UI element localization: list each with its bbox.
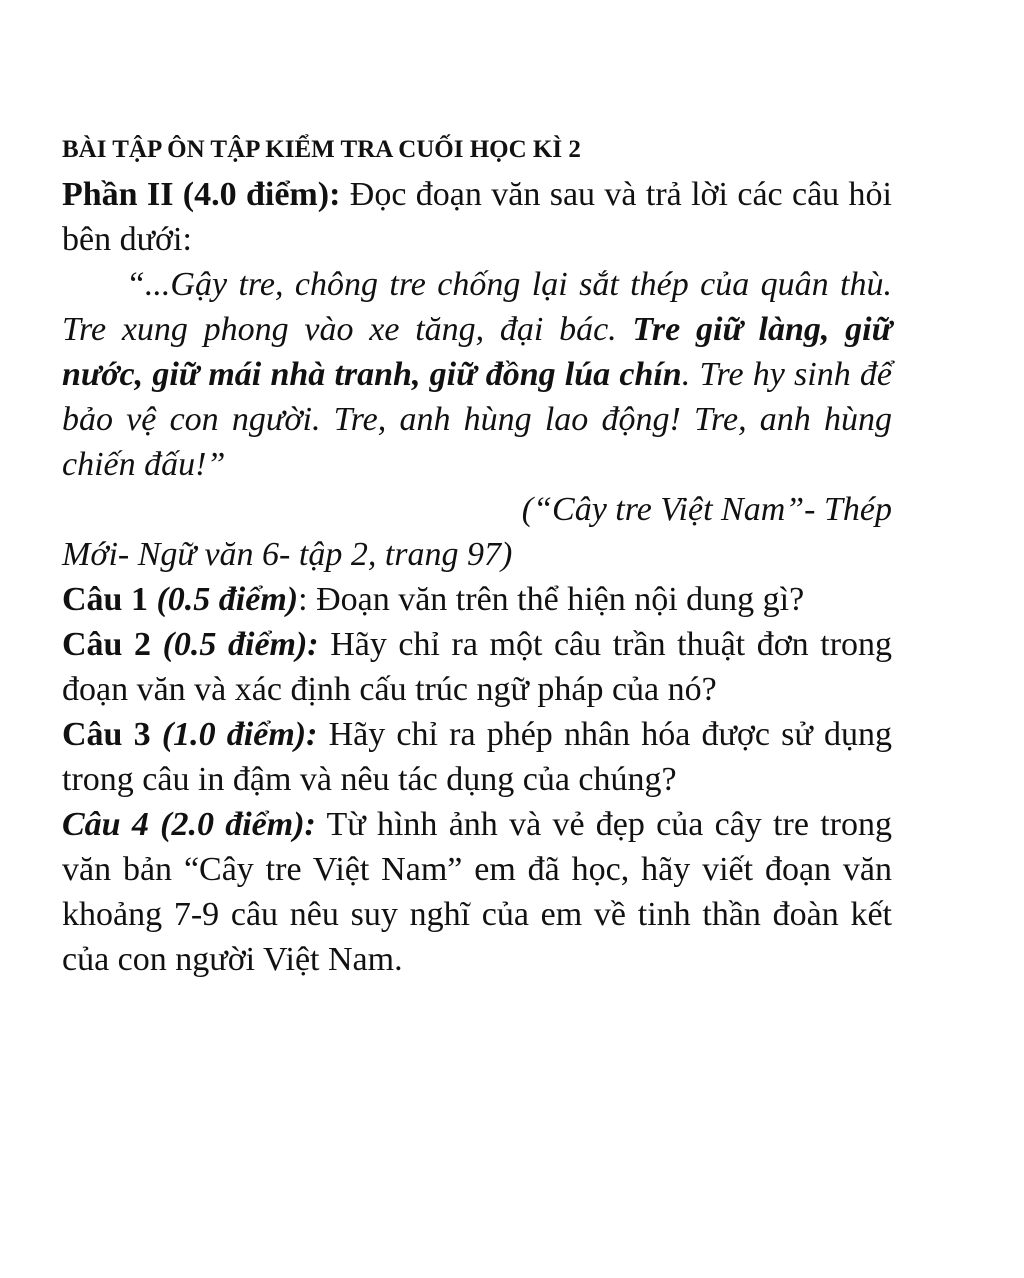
passage-bold-sentence: Tre giữ làng, giữ nước, giữ mái nhà tranh, giữ đồng lúa chín xyxy=(62,311,892,393)
part-instruction: Đọc đoạn văn sau và trả lời các câu hỏi bên dưới: xyxy=(62,176,892,258)
citation-line-2: Mới- Ngữ văn 6- tập 2, trang 97) xyxy=(62,536,513,573)
question-1-text: Đoạn văn trên thể hiện nội dung gì? xyxy=(307,581,805,618)
passage-text-after: . Tre hy sinh để bảo vệ con người. Tre, anh hùng lao động! Tre, anh hùng chiến đấu!” xyxy=(62,356,893,483)
document-title: BÀI TẬP ÔN TẬP KIỂM TRA CUỐI HỌC KÌ 2 xyxy=(62,136,581,163)
question-2-text: Hãy chỉ ra một câu trần thuật đơn trong đoạn văn và xác định cấu trúc ngữ pháp của nó? xyxy=(62,626,893,708)
question-2-label: Câu 2 xyxy=(62,626,163,663)
question-1-points: (0.5 điểm) xyxy=(156,581,299,618)
citation-line-1: (“Cây tre Việt Nam”- Thép xyxy=(521,491,892,528)
question-3-label: Câu 3 xyxy=(62,716,162,753)
passage-text-before: “...Gậy tre, chông tre chống lại sắt thép của quân thù. Tre xung phong vào xe tăng, đại bác. xyxy=(62,266,892,348)
part-label: Phần II (4.0 điểm): xyxy=(62,176,341,213)
question-1-label: Câu 1 xyxy=(62,581,157,618)
question-3-text: Hãy chỉ ra phép nhân hóa được sử dụng trong câu in đậm và nêu tác dụng của chúng? xyxy=(62,716,892,798)
part-heading xyxy=(62,172,892,262)
question-4-label: Câu 4 (2.0 điểm): xyxy=(62,806,316,843)
question-1 xyxy=(62,577,892,622)
question-3 xyxy=(62,712,892,802)
reading-passage xyxy=(62,262,892,487)
question-2-points: (0.5 điểm): xyxy=(162,626,319,663)
document-page xyxy=(62,128,892,982)
question-4 xyxy=(62,802,892,982)
question-3-points: (1.0 điểm): xyxy=(161,716,318,753)
question-2 xyxy=(62,622,892,712)
question-1-sep: : xyxy=(298,581,308,618)
question-4-text: Từ hình ảnh và vẻ đẹp của cây tre trong văn bản “Cây tre Việt Nam” em đã học, hãy viết đoạn văn khoảng 7-9 câu nêu suy nghĩ của em về tinh thần đoàn kết của con người Việt Nam. xyxy=(62,806,892,978)
